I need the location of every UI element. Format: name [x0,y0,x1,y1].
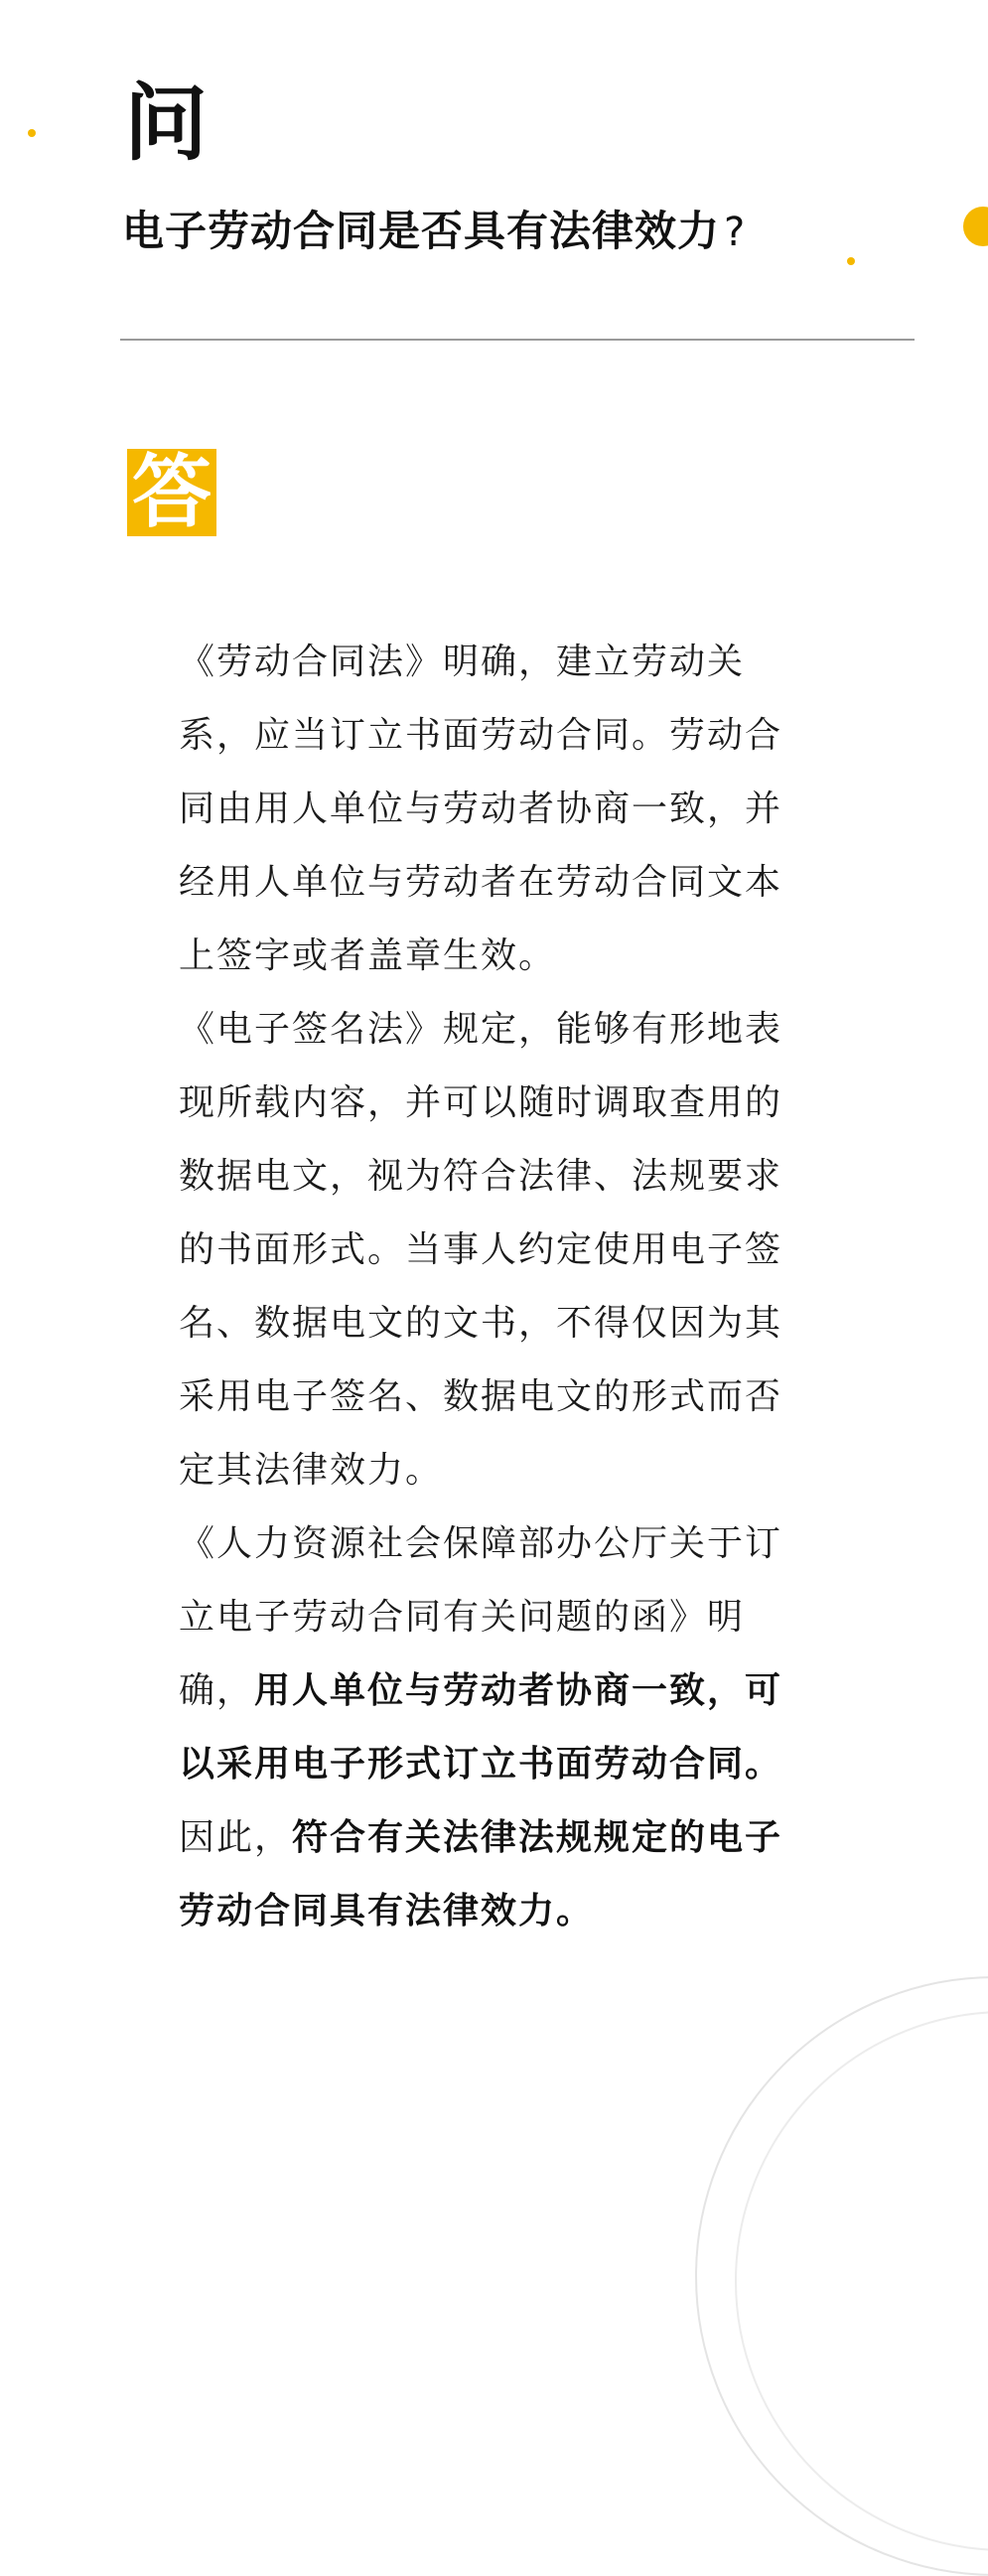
answer-paragraph-3 [179,1507,794,1801]
answer-paragraph-4 [179,1801,794,1948]
answer-paragraph-2: 《电子签名法》规定，能够有形地表现所载内容，并可以随时调取查用的数据电文，视为符合法律、法规要求的书面形式。当事人约定使用电子签名、数据电文的文书，不得仅因为其采用电子签名、数据电文的形式而否定其法律效力。 [179,1009,783,1491]
answer-paragraph-1: 《劳动合同法》明确，建立劳动关系，应当订立书面劳动合同。劳动合同由用人单位与劳动者协商一致，并经用人单位与劳动者在劳动合同文本上签字或者盖章生效。 [179,642,783,976]
divider [120,339,915,341]
answer-paragraph-3-bold: 用人单位与劳动者协商一致，可以采用电子形式订立书面劳动合同。 [179,1670,783,1785]
answer-mark-text: 答 [132,449,212,536]
answer-paragraph-4-normal: 因此， [179,1817,293,1858]
question-title-suffix: ? [724,210,747,255]
answer-paragraph-3-normal: 《人力资源社会保障部办公厅关于订立电子劳动合同有关问题的函》明确， [179,1523,783,1711]
question-title [122,202,917,262]
question-mark-glyph [122,74,210,172]
answer-body [179,626,794,1948]
answer-paragraph-4-bold: 符合有关法律法规规定的电子劳动合同具有法律效力。 [179,1817,783,1932]
answer-mark-glyph [127,449,216,536]
decor-dot-left [28,129,36,137]
question-mark-text: 问 [123,74,208,172]
question-title-text: 电子劳动合同是否具有法律效力 [122,207,721,255]
decor-dot-right [963,207,988,246]
